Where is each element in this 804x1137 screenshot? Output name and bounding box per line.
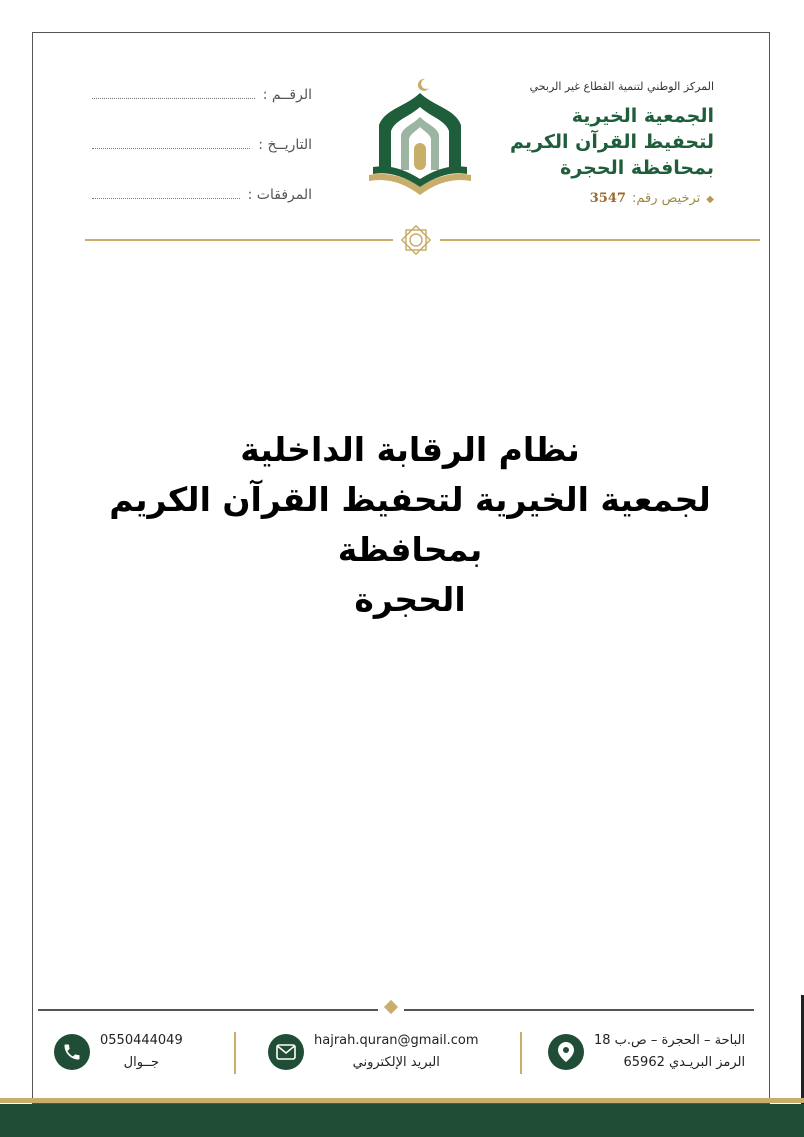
diamond-icon: ◆	[706, 194, 714, 205]
number-field[interactable]	[92, 86, 312, 136]
envelope-icon	[268, 1034, 304, 1070]
address-line1: الباحة – الحجرة – ص.ب 18	[594, 1033, 746, 1048]
date-label: التاريــخ :	[258, 137, 312, 153]
license-info	[474, 191, 714, 206]
reference-fields	[92, 86, 312, 236]
bottom-gold-stripe	[0, 1098, 804, 1103]
license-label: ترخيص رقم:	[631, 191, 701, 206]
header-divider-left	[85, 239, 393, 241]
license-number: 3547	[589, 191, 626, 206]
organization-header	[474, 80, 714, 206]
footer-divider-left	[38, 1009, 378, 1011]
org-name-line2: لتحفيظ القرآن الكريم	[509, 131, 714, 153]
email-address[interactable]: hajrah.quran@gmail.com	[314, 1033, 479, 1048]
title-line3: الحجرة	[354, 580, 466, 619]
org-name-line1: الجمعية الخيرية	[571, 105, 714, 127]
footer-separator-1	[234, 1032, 236, 1074]
phone-label: جــوال	[123, 1055, 160, 1070]
number-label: الرقــم :	[262, 87, 312, 103]
location-pin-icon	[548, 1034, 584, 1070]
date-field[interactable]	[92, 136, 312, 186]
email-contact	[268, 1030, 479, 1074]
octagram-ornament-icon	[398, 222, 434, 258]
number-dotted-line	[92, 86, 255, 99]
mosque-book-logo-icon	[365, 75, 475, 210]
org-name-line3: بمحافظة الحجرة	[560, 157, 714, 179]
footer-separator-2	[520, 1032, 522, 1074]
attachments-dotted-line	[92, 186, 240, 199]
footer-divider-right	[404, 1009, 754, 1011]
date-dotted-line	[92, 136, 250, 149]
title-line1: نظام الرقابة الداخلية	[240, 430, 580, 469]
phone-contact	[54, 1030, 183, 1074]
phone-number[interactable]: 0550444049	[100, 1033, 183, 1048]
email-label: البريد الإلكتروني	[352, 1055, 440, 1070]
bottom-green-band	[0, 1104, 804, 1137]
address-contact	[548, 1030, 745, 1074]
header-divider-right	[440, 239, 760, 241]
national-center-text: المركز الوطني لتنمية القطاع غير الربحي	[529, 80, 714, 93]
document-title	[60, 425, 760, 625]
attachments-label: المرفقات :	[247, 187, 312, 203]
attachments-field[interactable]	[92, 186, 312, 236]
phone-icon	[54, 1034, 90, 1070]
title-line2: لجمعية الخيرية لتحفيظ القرآن الكريم بمحافظة	[109, 480, 711, 569]
address-line2: الرمز البريـدي 65962	[623, 1055, 746, 1070]
